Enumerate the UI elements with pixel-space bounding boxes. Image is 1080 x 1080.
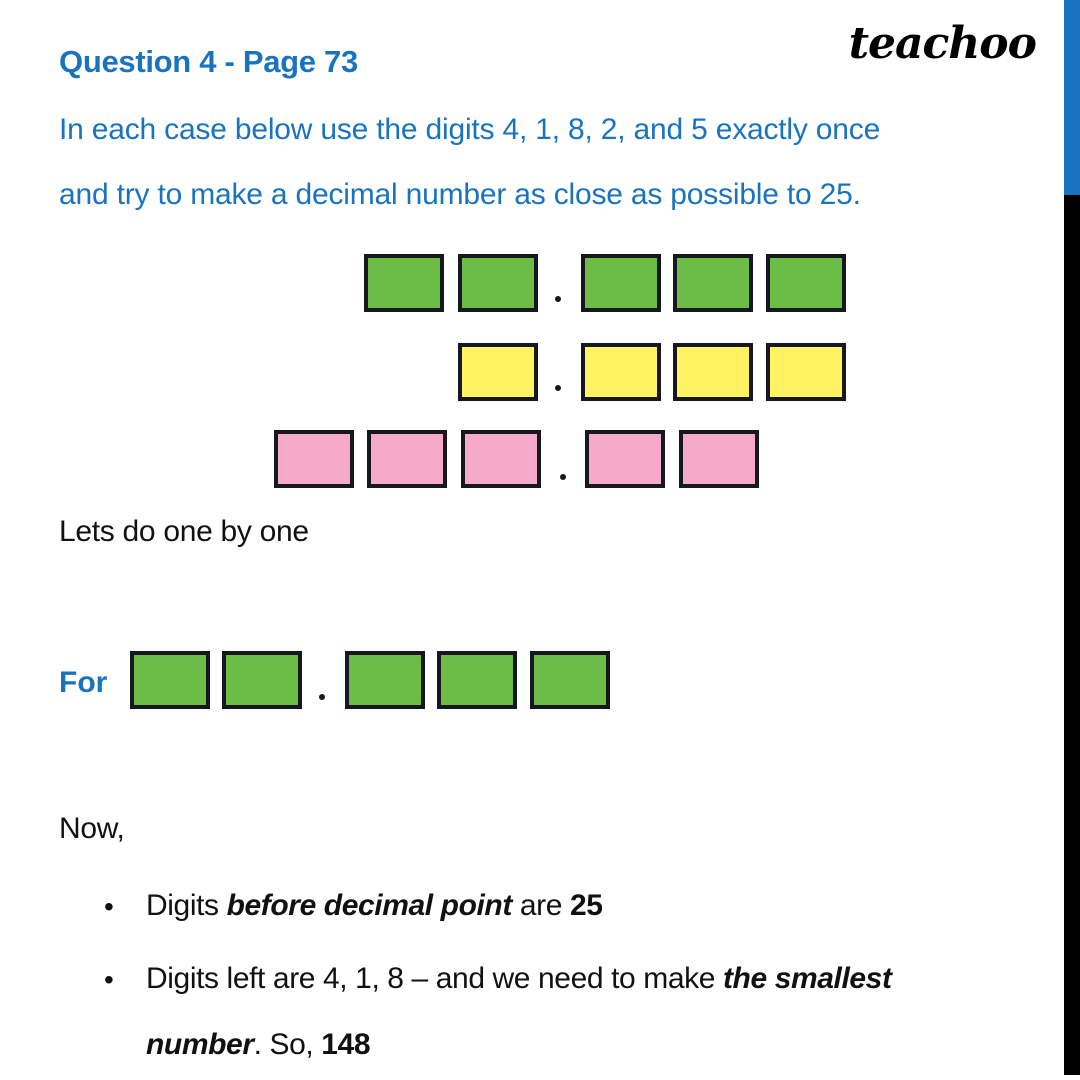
sidebar-dark-bar xyxy=(1064,195,1080,1075)
pink-digit-box xyxy=(585,430,665,488)
bullet-1-emphasis: before decimal point xyxy=(226,889,512,922)
bullet-1-part: Digits xyxy=(146,889,227,922)
pink-digit-box xyxy=(679,430,759,488)
bullet-1-value: 25 xyxy=(569,889,603,922)
bullet-icon: • xyxy=(104,964,114,995)
decimal-point xyxy=(319,694,325,700)
bullet-2-emphasis: the smallest xyxy=(722,962,892,995)
decimal-point xyxy=(555,296,561,302)
green-digit-box xyxy=(222,651,302,709)
yellow-digit-box xyxy=(766,343,846,401)
bullet-2-part: Digits left are 4, 1, 8 – and we need to make xyxy=(146,962,723,995)
yellow-digit-box xyxy=(458,343,538,401)
green-digit-box xyxy=(130,651,210,709)
green-digit-box xyxy=(673,254,753,312)
for-label: For xyxy=(59,666,108,699)
decimal-point xyxy=(555,385,561,391)
bullet-2-text xyxy=(146,962,892,996)
intro-text: Lets do one by one xyxy=(59,515,309,548)
bullet-1-text xyxy=(146,889,603,923)
now-label: Now, xyxy=(59,812,125,845)
green-digit-box xyxy=(345,651,425,709)
green-digit-box xyxy=(364,254,444,312)
yellow-digit-box xyxy=(673,343,753,401)
green-digit-box xyxy=(458,254,538,312)
page-title: Question 4 - Page 73 xyxy=(59,44,358,79)
question-line-1: In each case below use the digits 4, 1, 8, 2, and 5 exactly once xyxy=(59,113,881,146)
bullet-2-value: 148 xyxy=(321,1028,371,1061)
bullet-2-emphasis: number xyxy=(146,1028,254,1061)
decimal-point xyxy=(560,474,566,480)
bullet-2-continuation xyxy=(146,1028,370,1062)
green-digit-box xyxy=(581,254,661,312)
green-digit-box xyxy=(437,651,517,709)
green-digit-box xyxy=(530,651,610,709)
sidebar-accent-bar xyxy=(1064,0,1080,195)
pink-digit-box xyxy=(367,430,447,488)
yellow-digit-box xyxy=(581,343,661,401)
bullet-icon: • xyxy=(104,891,114,922)
pink-digit-box xyxy=(461,430,541,488)
bullet-1-part: are xyxy=(511,889,570,922)
bullet-2-part: . So, xyxy=(253,1028,322,1061)
pink-digit-box xyxy=(274,430,354,488)
teachoo-logo: teachoo xyxy=(848,18,1036,69)
question-line-2: and try to make a decimal number as close as possible to 25. xyxy=(59,178,861,211)
green-digit-box xyxy=(766,254,846,312)
